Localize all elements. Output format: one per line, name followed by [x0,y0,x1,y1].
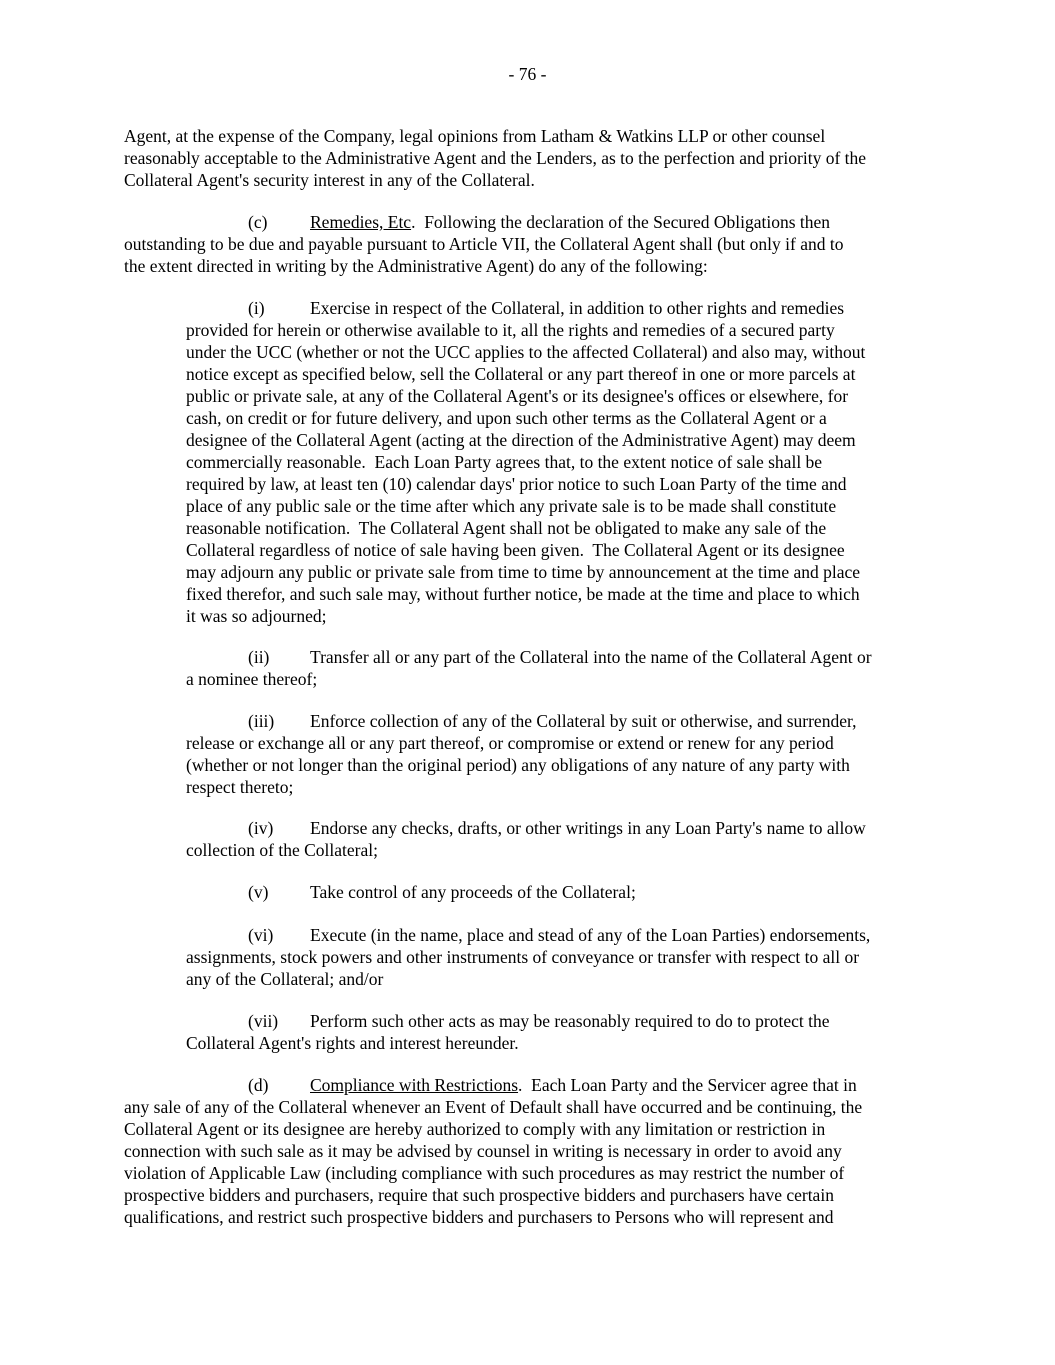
section-heading-line [310,211,830,233]
text-line: (whether or not longer than the original period) any obligations of any nature of any party with [186,755,850,775]
text-line: cash, on credit or for future delivery, and upon such other terms as the Collateral Agent or a [186,408,827,428]
clause-label: (v) [248,882,269,902]
clause-first-line: Perform such other acts as may be reasonably required to do to protect the [310,1011,830,1031]
text-line: collection of the Collateral; [186,840,378,860]
text-line: place of any public sale or the time after which any private sale is to be made shall constitute [186,496,837,516]
clause-label: (vi) [248,925,274,945]
clause-first-line: Execute (in the name, place and stead of any of the Loan Parties) endorsements, [310,925,871,945]
section-label: (d) [248,1075,269,1095]
text-line: designee of the Collateral Agent (acting at the direction of the Administrative Agent) may deem [186,430,856,450]
section-heading-line [310,1074,857,1096]
text-line: connection with such sale as it may be advised by counsel in writing is necessary in order to avoid any [124,1141,842,1161]
text-line: Agent, at the expense of the Company, legal opinions from Latham & Watkins LLP or other counsel [124,126,826,146]
text-line: any sale of any of the Collateral whenever an Event of Default shall have occurred and be continuing, the [124,1097,863,1117]
text-line: release or exchange all or any part thereof, or compromise or extend or renew for any period [186,733,834,753]
text-line: reasonable notification. The Collateral Agent shall not be obligated to make any sale of the [186,518,827,538]
text-line: qualifications, and restrict such prospective bidders and purchasers to Persons who will represent and [124,1207,834,1227]
text-line: public or private sale, at any of the Collateral Agent's or its designee's offices or elsewhere, for [186,386,849,406]
text-line: reasonably acceptable to the Administrative Agent and the Lenders, as to the perfection and priority of the [124,148,867,168]
text-line: under the UCC (whether or not the UCC applies to the affected Collateral) and also may, without [186,342,866,362]
text-line: the extent directed in writing by the Administrative Agent) do any of the following: [124,256,708,276]
clause-first-line: Exercise in respect of the Collateral, in addition to other rights and remedies [310,298,845,318]
heading-trailing-text: . Each Loan Party and the Servicer agree that in [518,1075,857,1095]
text-line: any of the Collateral; and/or [186,969,384,989]
clause-label: (i) [248,298,265,318]
section-heading: Remedies, Etc [310,212,412,232]
clause-label: (iv) [248,818,274,838]
text-line: Collateral Agent's rights and interest hereunder. [186,1033,519,1053]
clause-label: (ii) [248,647,270,667]
text-line: Collateral regardless of notice of sale having been given. The Collateral Agent or its designee [186,540,845,560]
text-line: notice except as specified below, sell the Collateral or any part thereof in one or more parcels at [186,364,856,384]
text-line: Collateral Agent's security interest in any of the Collateral. [124,170,535,190]
text-line: may adjourn any public or private sale from time to time by announcement at the time and place [186,562,861,582]
text-line: a nominee thereof; [186,669,318,689]
clause-label: (iii) [248,711,275,731]
section-heading: Compliance with Restrictions [310,1075,519,1095]
clause-label: (vii) [248,1011,279,1031]
text-line: fixed therefor, and such sale may, without further notice, be made at the time and place to which [186,584,860,604]
text-line: outstanding to be due and payable pursuant to Article VII, the Collateral Agent shall (but only if and to [124,234,844,254]
heading-trailing-text: . Following the declaration of the Secured Obligations then [411,212,831,232]
text-line: it was so adjourned; [186,606,327,626]
text-line: required by law, at least ten (10) calendar days' prior notice to such Loan Party of the time and [186,474,847,494]
text-line: prospective bidders and purchasers, require that such prospective bidders and purchasers have certain [124,1185,834,1205]
text-line: violation of Applicable Law (including compliance with such procedures as may restrict the number of [124,1163,845,1183]
clause-first-line: Enforce collection of any of the Collateral by suit or otherwise, and surrender, [310,711,857,731]
section-label: (c) [248,212,268,232]
clause-first-line: Transfer all or any part of the Collateral into the name of the Collateral Agent or [310,647,872,667]
clause-first-line: Endorse any checks, drafts, or other writings in any Loan Party's name to allow [310,818,866,838]
clause-first-line: Take control of any proceeds of the Collateral; [310,882,636,902]
text-line: respect thereto; [186,777,294,797]
text-line: Collateral Agent or its designee are hereby authorized to comply with any limitation or restriction in [124,1119,826,1139]
text-line: provided for herein or otherwise available to it, all the rights and remedies of a secured party [186,320,835,340]
page-number: - 76 - [508,64,547,84]
text-line: commercially reasonable. Each Loan Party agrees that, to the extent notice of sale shall be [186,452,823,472]
text-line: assignments, stock powers and other instruments of conveyance or transfer with respect to all or [186,947,860,967]
